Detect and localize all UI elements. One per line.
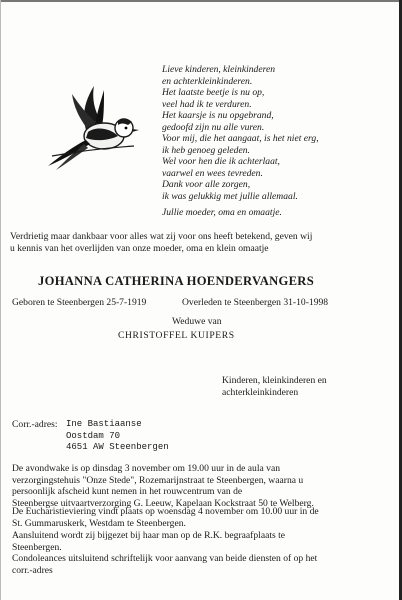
- paragraph-line: Steenbergse uitvaartverzorging G. Leeuw, Kapelaan Kockstraat 50 te Welberg.: [12, 497, 314, 509]
- paragraph-line: St. Gummaruskerk, Westdam te Steenbergen.: [12, 517, 186, 529]
- correspondence-address: [66, 419, 169, 454]
- paragraph-line: Steenbergen.: [12, 541, 62, 553]
- poem: [162, 64, 392, 218]
- poem-line: Wel voor hen die ik achterlaat,: [162, 156, 280, 168]
- deceased-name: JOHANNA CATHERINA HOENDERVANGERS: [38, 274, 314, 288]
- death-info: Overleden te Steenbergen 31-10-1998: [182, 297, 329, 308]
- intro-line: Verdrietig maar dankbaar voor alles wat zij voor ons heeft betekend, geven wij: [10, 231, 313, 242]
- paragraph-line: corr.-adres: [12, 564, 53, 576]
- paragraph-line: Aansluitend wordt zij bijgezet bij haar man op de R.K. begraafplaats te: [12, 530, 286, 541]
- address-line: 4651 AW Steenbergen: [66, 442, 169, 452]
- poem-line: Lieve kinderen, kleinkinderen: [162, 64, 276, 75]
- poem-line: ik heb genoeg geleden.: [162, 144, 250, 156]
- paragraph-line: verzorgingstehuis "Onze Stede", Rozemarijnstraat te Steenbergen, waarna u: [12, 474, 304, 486]
- address-line: Oostdam 70: [66, 430, 121, 441]
- paragraph-line: De avondwake is op dinsdag 3 november om 19.00 uur in de aula van: [12, 463, 281, 474]
- spouse-name: CHRISTOFFEL KUIPERS: [118, 330, 235, 341]
- page-edge-left: [0, 0, 1, 600]
- family-signature: [222, 375, 327, 398]
- poem-line: Het kaarsje is nu opgebrand,: [162, 110, 274, 122]
- poem-line: Voor mij, die het aangaat, is het niet erg,: [162, 133, 319, 145]
- poem-line: Het laatste beetje is nu op,: [162, 87, 265, 99]
- widow-label: Weduwe van: [172, 316, 222, 327]
- intro-line: u kennis van het overlijden van onze moeder, oma en klein omaatje: [10, 242, 269, 254]
- correspondence-label: Corr.-adres:: [12, 419, 58, 430]
- paragraph-line: De Eucharistieviering vindt plaats op woensdag 4 november om 10.00 uur in de: [12, 506, 319, 517]
- poem-signature: Jullie moeder, oma en omaatje.: [162, 206, 282, 218]
- poem-line: Dank voor alle zorgen,: [162, 179, 251, 191]
- condolence-paragraph: [12, 553, 392, 576]
- address-line: Ine Bastiaanse: [66, 419, 142, 429]
- bird-icon: [44, 72, 140, 172]
- family-line: Kinderen, kleinkinderen en: [222, 375, 327, 386]
- page-edge-top: [0, 0, 402, 2]
- announcement-intro: [10, 231, 395, 254]
- poem-line: ik was gelukkig met jullie allemaal.: [162, 191, 298, 203]
- wake-paragraph: [12, 463, 392, 509]
- poem-line: vaarwel en wees tevreden.: [162, 167, 263, 179]
- poem-line: gedoofd zijn nu alle vuren.: [162, 121, 265, 133]
- poem-line: en achterkleinkinderen.: [162, 75, 253, 87]
- burial-paragraph: [12, 530, 392, 553]
- birth-info: Geboren te Steenbergen 25-7-1919: [12, 297, 147, 308]
- eucharist-paragraph: [12, 506, 392, 529]
- paragraph-line: persoonlijk afscheid kunt nemen in het rouwcentrum van de: [12, 486, 243, 497]
- paragraph-line: Condoleances uitsluitend schriftelijk voor aanvang van beide diensten of op het: [12, 553, 318, 564]
- family-line: achterkleinkinderen: [222, 386, 299, 398]
- poem-line: veel had ik te verduren.: [162, 98, 252, 110]
